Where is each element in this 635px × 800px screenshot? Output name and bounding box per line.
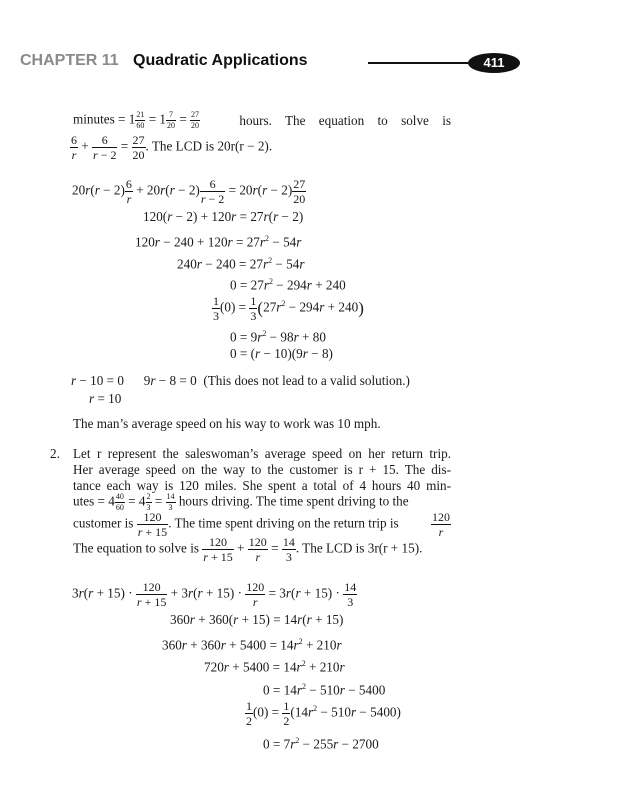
line6-b: . The LCD is 3r(r + 15). <box>295 540 423 556</box>
header-rule <box>368 62 480 64</box>
exclusion-note: (This does not lead to a valid solution.) <box>203 373 410 388</box>
solution-value: r = 10 <box>89 391 122 406</box>
eq1-step-4: $240r - 240 = 27r^2 - 54r$ <box>177 256 305 272</box>
eq1-step-6: $\frac{1}{3}$ (0) = $\frac{1}{3}$ $(27r^2 - 294r + 240)$ <box>213 294 364 323</box>
eq2-step-3: $360r + 360r + 5400 = 14r^2 + 210r$ <box>162 637 342 653</box>
intro-tail: hours. The equation to solve is <box>239 112 451 128</box>
eq1-step-5: $0 = 27r^2 - 294r + 240$ <box>230 277 346 293</box>
problem2-line-4: utes = 4 $\frac{40}{60}$ = 4 $\frac{2}{3}$ = $\frac{14}{3}$ hours driving. The time spent driving to the <box>73 492 409 512</box>
eq2-step-5: $0 = 14r^2 - 510r - 5400$ <box>263 682 386 698</box>
eq2-step-1: 3r(r + 15) · $\frac{120}{r + 15}$ + 3r(r + 15) · $\frac{120}{r}$ = 3r(r + 15) · $\frac{14}{3}$ <box>72 580 357 609</box>
problem-number-2: 2. <box>50 446 60 461</box>
problem2-line-5: customer is $\frac{120}{r + 15}$ . The time spent driving on the return trip is 120 r <box>73 510 450 539</box>
equation-setup: $\frac{6}{r}$ + $\frac{6}{r - 2}$ = $\frac{27}{20}$ . The LCD is 20r(r − 2). <box>71 133 273 162</box>
intro-line <box>73 111 451 130</box>
line6-a: The equation to solve is <box>73 540 199 556</box>
line5-b: . The time spent driving on the return trip is <box>168 515 399 531</box>
eq2-step-7: $0 = 7r^2 - 255r - 2700$ <box>263 736 379 752</box>
problem2-line-6: The equation to solve is $\frac{120}{r + 15}$ + $\frac{120}{r}$ = $\frac{14}{3}$ . The LCD is 3r(r + 15). <box>73 535 423 564</box>
eq2-step-2: 360r + 360(r + 15) = 14r(r + 15) <box>170 612 344 627</box>
eq1-step-2: 120(r − 2) + 120r = 27r(r − 2) <box>143 209 304 224</box>
chapter-title: Quadratic Applications <box>133 52 308 69</box>
problem2-line-2: Her average speed on the way to the customer is r + 15. The dis- <box>73 462 451 477</box>
time-conversion: minutes = 1 $\frac{21}{60}$ = 1 $\frac{7}{20}$ = $\frac{27}{20}$ <box>73 110 200 130</box>
problem2-line-1: Let r represent the saleswoman’s average speed on her return trip. <box>73 446 451 461</box>
solution-line: r − 10 = 0 9r − 8 = 0 (This does not lead to a valid solution.) <box>71 373 410 388</box>
eq2-step-6: $\frac{1}{2}$ (0) = $\frac{1}{2}$ $(14r^2 - 510r - 5400)$ <box>246 699 401 728</box>
answer-1: The man’s average speed on his way to work was 10 mph. <box>73 416 381 431</box>
problem2-line-3: tance each way is 120 miles. She spent a total of 4 hours 40 min- <box>73 478 451 493</box>
lcd-text-1: The LCD is 20r(r − 2). <box>151 138 273 154</box>
page-number-badge: 411 <box>468 53 520 73</box>
line4-tail: hours driving. The time spent driving to the <box>178 493 409 509</box>
eq1-step-1: 20r(r − 2) $\frac{6}{r}$ + 20r(r − 2) $\frac{6}{r - 2}$ = 20r(r − 2) $\frac{27}{20}$ <box>72 177 306 206</box>
line5-a: customer is <box>73 515 134 531</box>
chapter-label: CHAPTER 11 <box>20 52 119 69</box>
eq1-step-7: $0 = 9r^2 - 98r + 80$ <box>230 329 326 345</box>
eq2-step-4: $720r + 5400 = 14r^2 + 210r$ <box>204 659 345 675</box>
eq1-step-3: $120r - 240 + 120r = 27r^2 - 54r$ <box>135 234 302 250</box>
eq1-step-8: 0 = (r − 10)(9r − 8) <box>230 346 333 361</box>
